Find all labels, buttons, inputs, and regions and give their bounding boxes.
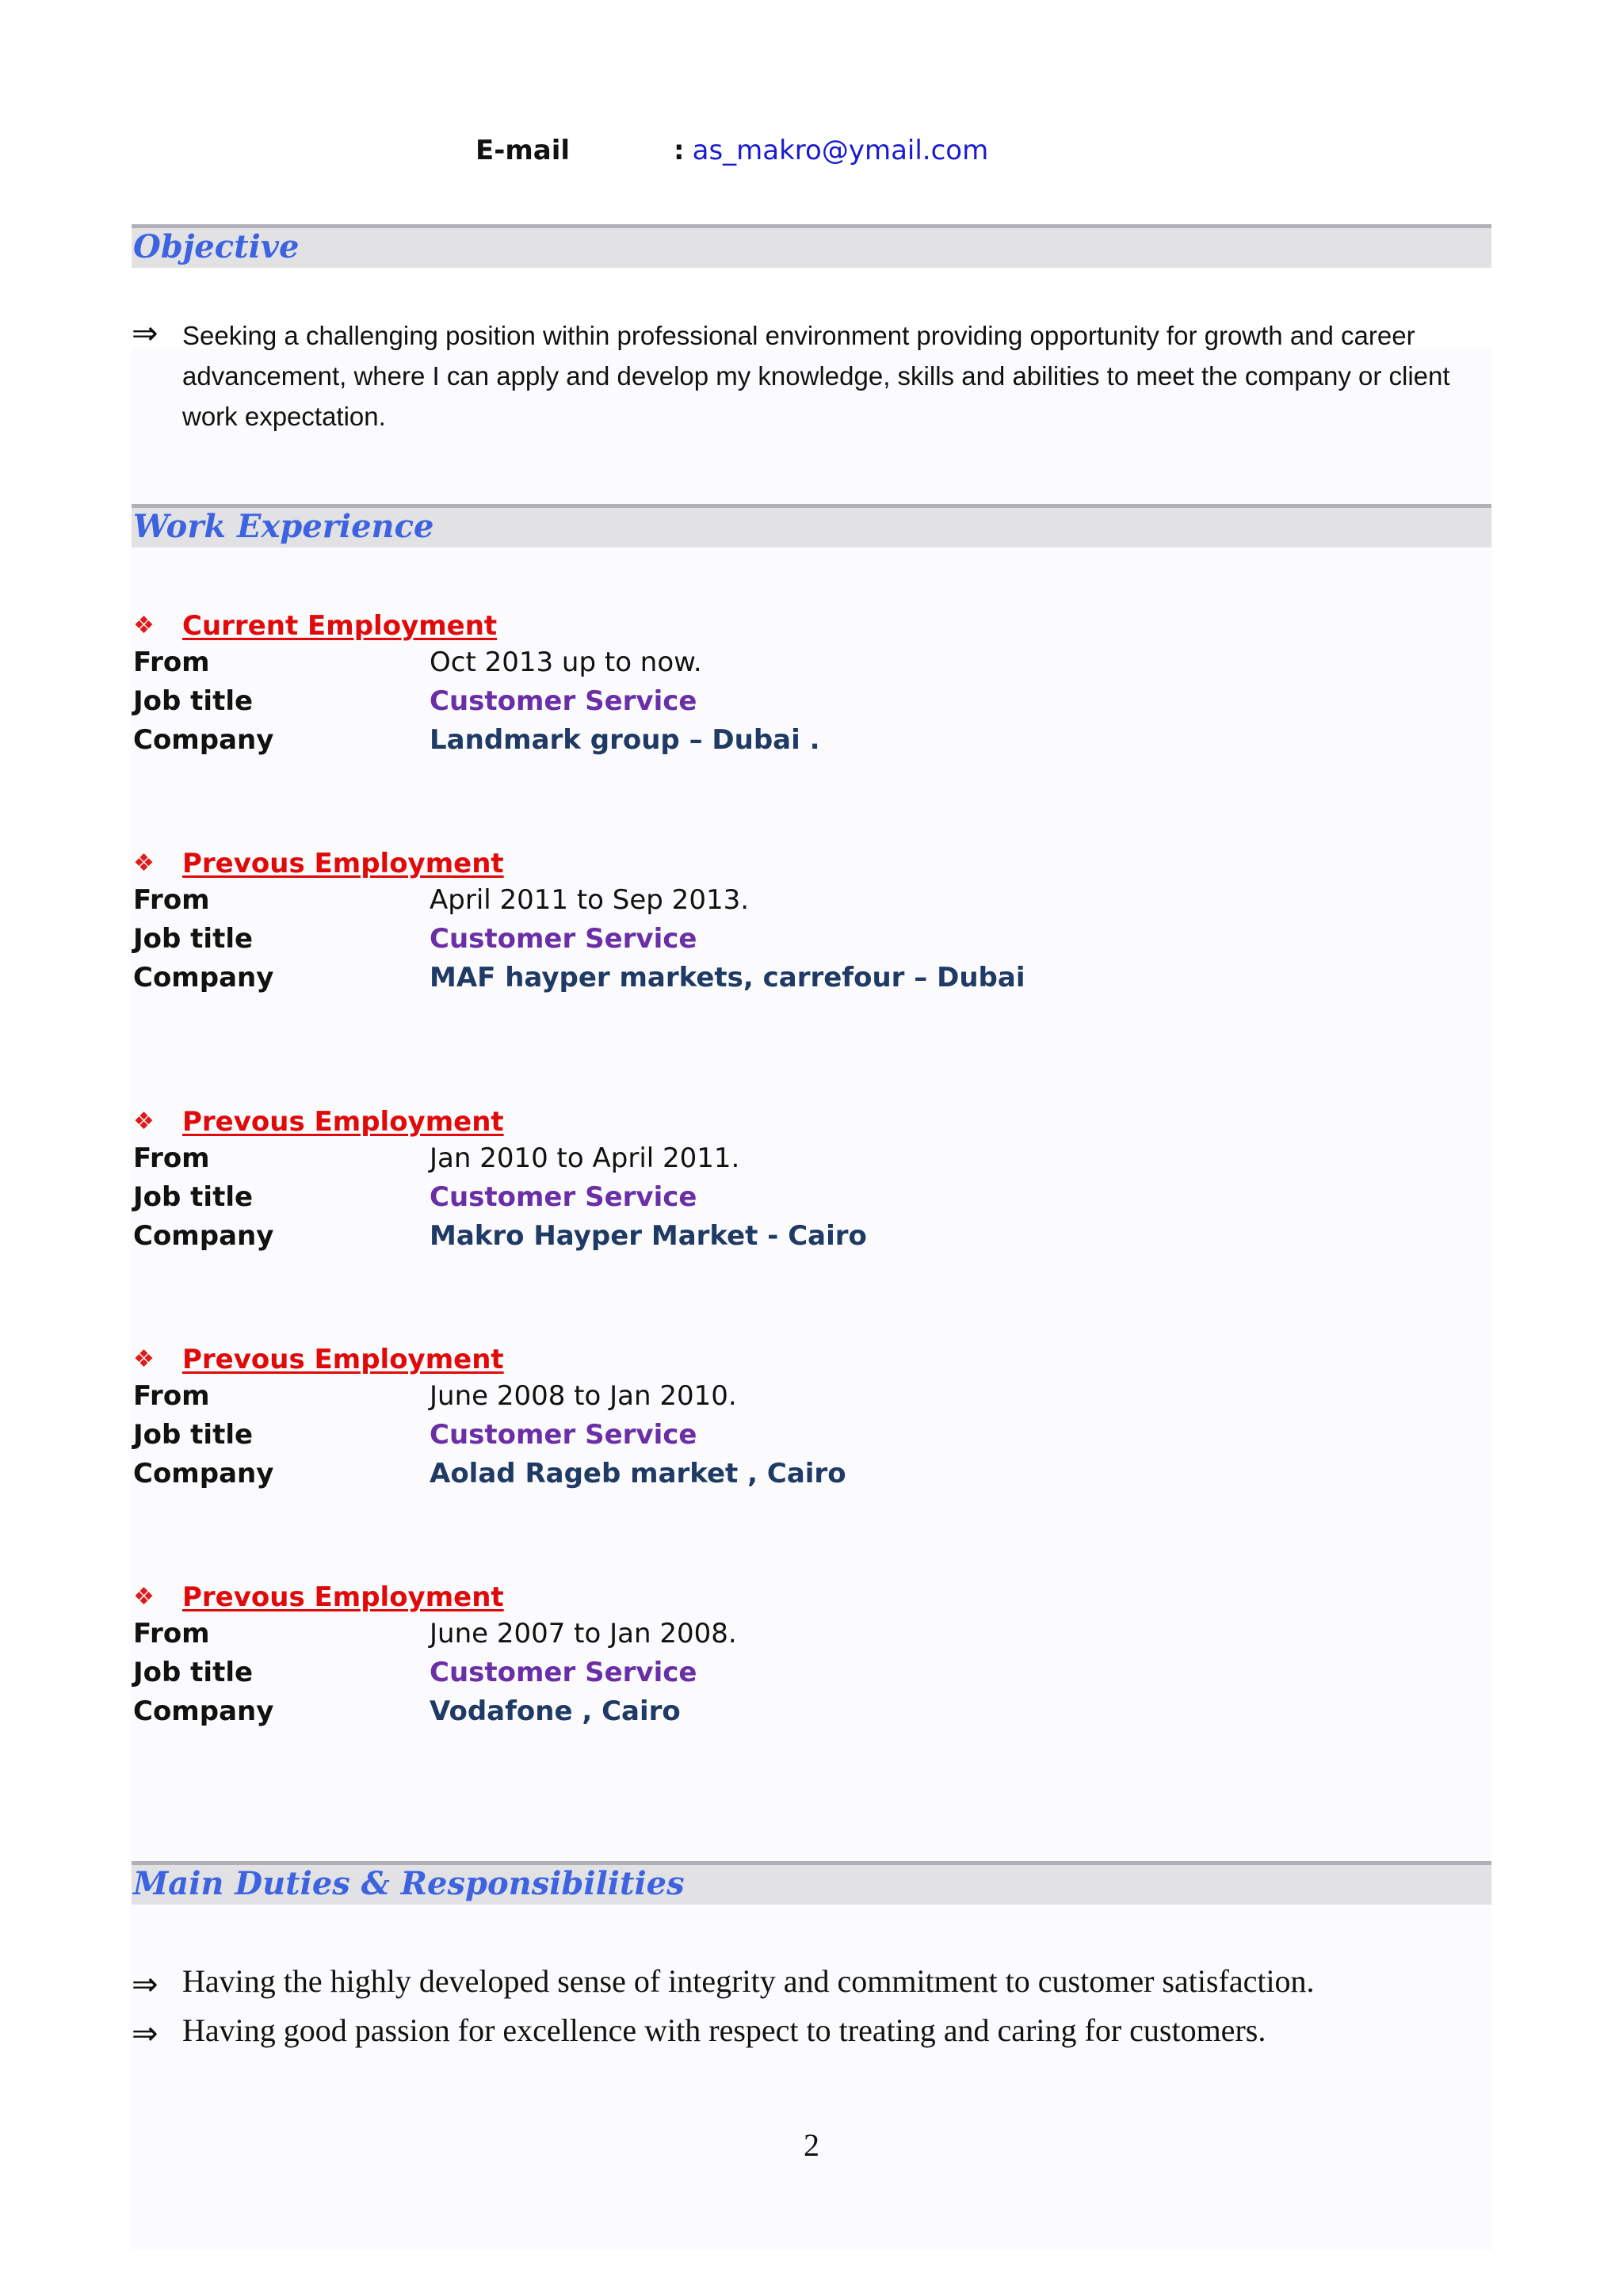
job-heading: Prevous Employment <box>182 1344 504 1375</box>
job-entry <box>132 608 1479 761</box>
email-row <box>475 133 988 168</box>
work-experience-heading: Work Experience <box>133 508 434 545</box>
duty-text: Having the highly developed sense of integrity and commitment to customer satisfaction. <box>182 1963 1315 1999</box>
from-label: From <box>133 1380 210 1412</box>
email-colon: : <box>674 135 685 166</box>
job-entry <box>132 1104 1479 1257</box>
company-label: Company <box>133 1458 274 1489</box>
objective-section-header <box>132 224 1491 268</box>
job-dates: Oct 2013 up to now. <box>430 646 702 678</box>
job-title-label: Job title <box>133 923 254 955</box>
from-label: From <box>133 884 210 916</box>
company-label: Company <box>133 1695 274 1727</box>
email-link[interactable]: as_makro@ymail.com <box>692 135 989 166</box>
job-title-value: Customer Service <box>430 923 697 955</box>
page-number: 2 <box>804 2127 819 2163</box>
duty-item <box>132 2008 1479 2054</box>
company-value: Makro Hayper Market - Cairo <box>430 1220 867 1252</box>
job-entry <box>132 1580 1479 1733</box>
job-heading: Current Employment <box>182 610 498 642</box>
objective-text: Seeking a challenging position within professional environment providing opportunity for growth and career advancement, where I can apply and develop my knowledge, skills and abilities to meet the company or client work expectation. <box>182 321 1450 431</box>
job-title-value: Customer Service <box>430 1657 697 1688</box>
email-label: E-mail <box>475 135 571 166</box>
job-heading: Prevous Employment <box>182 1581 504 1613</box>
job-dates: June 2008 to Jan 2010. <box>430 1380 737 1412</box>
job-title-label: Job title <box>133 685 254 717</box>
from-label: From <box>133 646 210 678</box>
company-value: MAF hayper markets, carrefour – Dubai <box>430 962 1025 994</box>
job-title-label: Job title <box>133 1419 254 1451</box>
job-heading: Prevous Employment <box>182 1106 504 1138</box>
duties-heading: Main Duties & Responsibilities <box>133 1865 685 1902</box>
job-title-label: Job title <box>133 1181 254 1213</box>
objective-heading: Objective <box>133 228 300 265</box>
diamond-bullet-icon: ❖ <box>133 1345 155 1373</box>
job-dates: Jan 2010 to April 2011. <box>430 1142 740 1174</box>
objective-item <box>132 315 1479 437</box>
job-heading: Prevous Employment <box>182 848 504 879</box>
company-label: Company <box>133 962 274 994</box>
company-label: Company <box>133 1220 274 1252</box>
company-value: Landmark group – Dubai . <box>430 724 820 756</box>
duty-text: Having good passion for excellence with respect to treating and caring for customers. <box>182 2012 1266 2048</box>
job-dates: April 2011 to Sep 2013. <box>430 884 750 916</box>
diamond-bullet-icon: ❖ <box>133 1108 155 1135</box>
company-value: Aolad Rageb market , Cairo <box>430 1458 846 1489</box>
diamond-bullet-icon: ❖ <box>133 1583 155 1611</box>
job-entry <box>132 846 1479 999</box>
duty-item <box>132 1958 1479 2004</box>
diamond-bullet-icon: ❖ <box>133 612 155 639</box>
job-title-value: Customer Service <box>430 1419 697 1451</box>
job-title-value: Customer Service <box>430 685 697 717</box>
arrow-bullet-icon: ⇒ <box>132 1966 158 2003</box>
work-experience-section-header <box>132 504 1491 547</box>
arrow-bullet-icon: ⇒ <box>132 2016 158 2052</box>
from-label: From <box>133 1142 210 1174</box>
arrow-bullet-icon: ⇒ <box>132 315 158 352</box>
diamond-bullet-icon: ❖ <box>133 849 155 877</box>
job-title-value: Customer Service <box>430 1181 697 1213</box>
company-label: Company <box>133 724 274 756</box>
from-label: From <box>133 1618 210 1650</box>
job-title-label: Job title <box>133 1657 254 1688</box>
job-dates: June 2007 to Jan 2008. <box>430 1618 737 1650</box>
job-entry <box>132 1342 1479 1495</box>
duties-section-header <box>132 1861 1491 1905</box>
company-value: Vodafone , Cairo <box>430 1695 681 1727</box>
